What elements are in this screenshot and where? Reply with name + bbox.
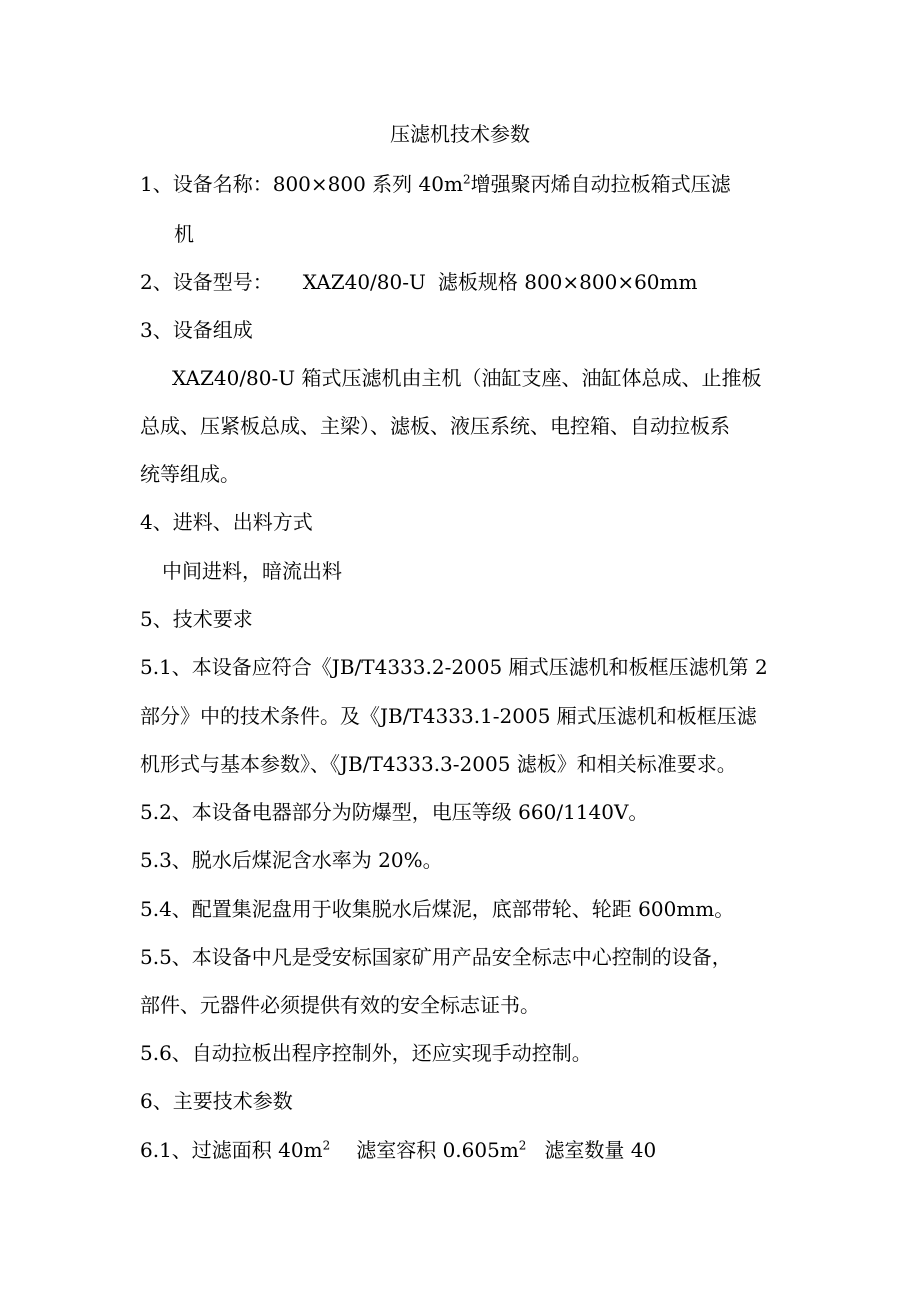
equipment-name-text: 1、设备名称：800×800 系列 40m xyxy=(140,172,463,196)
section-6-heading: 6、主要技术参数 xyxy=(140,1089,293,1113)
requirement-5-1-line-3: 机形式与基本参数》、《JB/T4333.3-2005 滤板》和相关标准要求。 xyxy=(140,752,737,776)
chamber-volume-superscript: 2 xyxy=(518,1138,527,1153)
section-3-paragraph-line-3: 统等组成。 xyxy=(140,462,240,486)
model-value: XAZ40/80-U xyxy=(302,270,426,294)
section-3-paragraph-line-1: XAZ40/80-U 箱式压滤机由主机（油缸支座、油缸体总成、止推板 xyxy=(172,366,762,390)
equipment-name-rest: 增强聚丙烯自动拉板箱式压滤 xyxy=(470,172,731,196)
section-1-equipment-name xyxy=(140,170,731,198)
requirement-5-5-line-1: 5.5、本设备中凡是受安标国家矿用产品安全标志中心控制的设备， xyxy=(140,945,732,969)
section-4-body: 中间进料，暗流出料 xyxy=(162,559,342,583)
requirement-5-6: 5.6、自动拉板出程序控制外，还应实现手动控制。 xyxy=(140,1041,592,1065)
page-title: 压滤机技术参数 xyxy=(390,122,530,146)
chamber-volume: 滤室容积 0.605m xyxy=(356,1138,519,1162)
plate-spec: 滤板规格 800×800×60mm xyxy=(437,270,698,294)
filter-area-superscript: 2 xyxy=(322,1138,331,1153)
requirement-5-1-line-1: 5.1、本设备应符合《JB/T4333.2-2005 厢式压滤机和板框压滤机第 2 xyxy=(140,655,768,679)
section-1-continuation: 机 xyxy=(174,222,194,246)
requirement-5-1-line-2: 部分》中的技术条件。及《JB/T4333.1-2005 厢式压滤机和板框压滤 xyxy=(140,704,757,728)
requirement-5-3: 5.3、脱水后煤泥含水率为 20%。 xyxy=(140,848,443,872)
section-4-heading: 4、进料、出料方式 xyxy=(140,510,313,534)
parameter-6-1 xyxy=(140,1136,656,1164)
section-2-model xyxy=(140,268,697,296)
requirement-5-2: 5.2、本设备电器部分为防爆型，电压等级 660/1140V。 xyxy=(140,800,649,824)
chamber-count: 滤室数量 40 xyxy=(544,1138,657,1162)
filter-area: 6.1、过滤面积 40m xyxy=(140,1138,323,1162)
model-label: 2、设备型号： xyxy=(140,270,273,294)
section-5-heading: 5、技术要求 xyxy=(140,607,253,631)
requirement-5-4: 5.4、配置集泥盘用于收集脱水后煤泥，底部带轮、轮距 600mm。 xyxy=(140,897,735,921)
section-3-heading: 3、设备组成 xyxy=(140,318,253,342)
section-3-paragraph-line-2: 总成、压紧板总成、主梁）、滤板、液压系统、电控箱、自动拉板系 xyxy=(140,414,730,438)
requirement-5-5-line-2: 部件、元器件必须提供有效的安全标志证书。 xyxy=(140,993,540,1017)
equipment-name-superscript: 2 xyxy=(462,172,471,187)
